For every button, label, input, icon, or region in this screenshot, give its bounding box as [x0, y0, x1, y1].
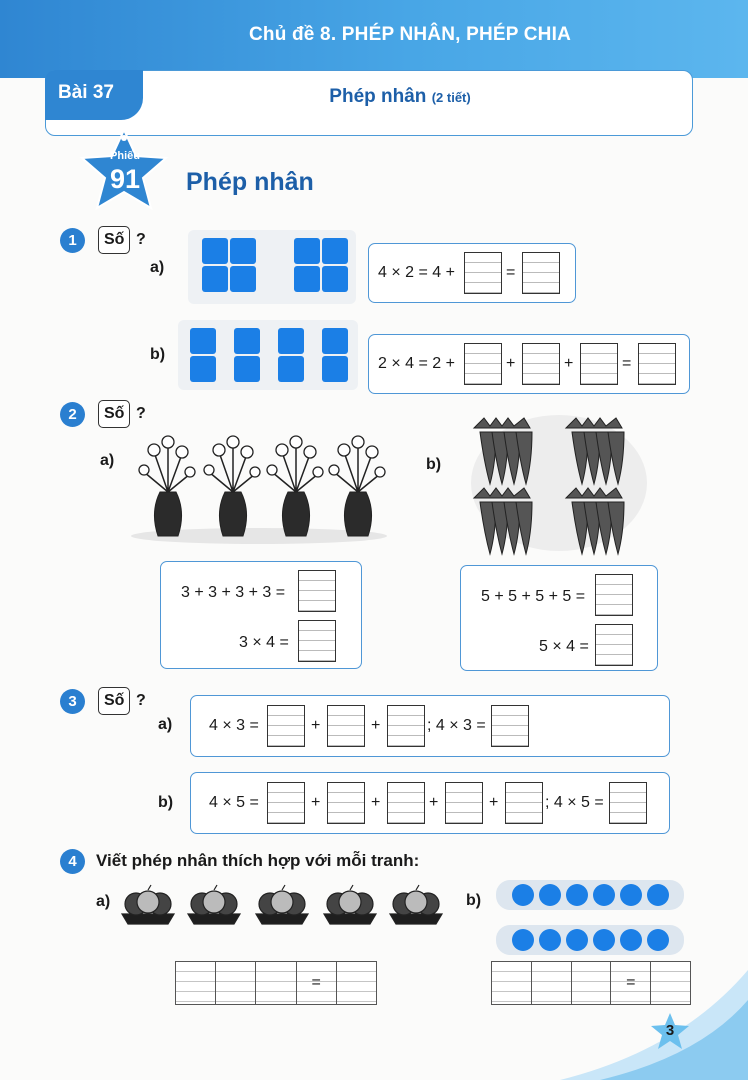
question-mark: ?	[136, 692, 146, 709]
blue-tile	[230, 266, 256, 292]
blue-tile	[322, 356, 348, 382]
answer-box[interactable]	[522, 343, 560, 385]
question-4-number: 4	[60, 849, 85, 874]
question-mark: ?	[136, 231, 146, 248]
q1b-tile-frame	[178, 320, 358, 390]
answer-box[interactable]	[638, 343, 676, 385]
blue-tile	[294, 238, 320, 264]
grid-cell[interactable]	[492, 962, 532, 1004]
grid-cell[interactable]	[176, 962, 216, 1004]
topic-title: Chủ đề 8. PHÉP NHÂN, PHÉP CHIA	[248, 24, 572, 45]
lesson-number: Bài 37	[58, 82, 114, 103]
q1a-expression: 4 × 2 = 4 +	[378, 264, 455, 281]
q4a-answer-grid[interactable]	[175, 961, 377, 1005]
so-label: Số	[98, 226, 130, 254]
question-3-number: 3	[60, 689, 85, 714]
q4-instruction: Viết phép nhân thích hợp với mỗi tranh:	[96, 851, 420, 870]
answer-box[interactable]	[595, 624, 633, 666]
blue-dot	[647, 929, 669, 951]
blue-dot	[566, 884, 588, 906]
blue-tile	[202, 266, 228, 292]
q1a-tile-frame	[188, 230, 356, 304]
plus-sign: +	[311, 717, 321, 734]
q3a-panel	[190, 695, 670, 757]
answer-box[interactable]	[595, 574, 633, 616]
q3a-second-expression: ; 4 × 3 =	[427, 717, 486, 734]
answer-box[interactable]	[445, 782, 483, 824]
blue-tile	[230, 238, 256, 264]
answer-box[interactable]	[464, 252, 502, 294]
blue-tile	[322, 266, 348, 292]
sheet-label: Phiếu	[110, 150, 140, 162]
answer-box[interactable]	[491, 705, 529, 747]
blue-tile	[322, 238, 348, 264]
page-number: 3	[665, 1022, 675, 1039]
dot-row	[496, 925, 684, 955]
blue-dot	[512, 884, 534, 906]
q2a-label: a)	[100, 452, 115, 469]
q3b-panel	[190, 772, 670, 834]
answer-box[interactable]	[464, 343, 502, 385]
plus-sign: +	[371, 717, 381, 734]
flower-vases-picture	[128, 432, 390, 548]
blue-tile	[234, 328, 260, 354]
grid-cell[interactable]	[256, 962, 296, 1004]
grid-cell[interactable]	[297, 962, 337, 1004]
blue-dot	[647, 884, 669, 906]
question-2-number: 2	[60, 402, 85, 427]
blue-dot	[593, 929, 615, 951]
dot-row	[496, 880, 684, 910]
plus-sign: +	[564, 355, 574, 372]
so-label: Số	[98, 400, 130, 428]
answer-box[interactable]	[327, 705, 365, 747]
answer-box[interactable]	[609, 782, 647, 824]
question-mark: ?	[136, 405, 146, 422]
answer-box[interactable]	[522, 252, 560, 294]
q2b-panel	[460, 565, 658, 671]
blue-tile	[234, 356, 260, 382]
answer-box[interactable]	[267, 782, 305, 824]
blue-tile	[202, 238, 228, 264]
q2a-multiplication: 3 × 4 =	[239, 634, 289, 651]
blue-tile	[278, 328, 304, 354]
q2b-addition: 5 + 5 + 5 + 5 =	[481, 588, 586, 605]
q1b-expression: 2 × 4 = 2 +	[378, 355, 455, 372]
plus-sign: +	[311, 794, 321, 811]
answer-box[interactable]	[298, 620, 336, 662]
q2a-panel	[160, 561, 362, 669]
answer-box[interactable]	[327, 782, 365, 824]
blue-dot	[539, 884, 561, 906]
q1a-panel	[368, 243, 576, 303]
q4b-label: b)	[466, 892, 482, 909]
q3a-label: a)	[158, 716, 173, 733]
question-1-number: 1	[60, 228, 85, 253]
blue-dot	[620, 929, 642, 951]
q3a-expression: 4 × 3 =	[209, 717, 259, 734]
answer-box[interactable]	[387, 705, 425, 747]
equals-sign: =	[311, 974, 321, 991]
answer-box[interactable]	[298, 570, 336, 612]
lesson-title	[150, 86, 650, 108]
plus-sign: +	[506, 355, 516, 372]
grid-cell[interactable]	[216, 962, 256, 1004]
answer-box[interactable]	[580, 343, 618, 385]
sheet-title: Phép nhân	[186, 168, 314, 196]
carrot-bunches-picture	[466, 410, 652, 556]
equals-sign: =	[622, 355, 632, 372]
blue-dot	[539, 929, 561, 951]
blue-tile	[322, 328, 348, 354]
q3b-expression: 4 × 5 =	[209, 794, 259, 811]
grid-cell[interactable]	[337, 962, 376, 1004]
plus-sign: +	[371, 794, 381, 811]
q1b-panel	[368, 334, 690, 394]
blue-tile	[190, 328, 216, 354]
q1a-label: a)	[150, 259, 165, 276]
blue-tile	[294, 266, 320, 292]
q3b-label: b)	[158, 794, 174, 811]
blue-dot	[512, 929, 534, 951]
q3b-second-expression: ; 4 × 5 =	[545, 794, 604, 811]
q1b-label: b)	[150, 346, 166, 363]
so-label: Số	[98, 687, 130, 715]
equals-sign: =	[506, 264, 516, 281]
q2b-label: b)	[426, 456, 442, 473]
apple-plates-picture	[120, 884, 450, 932]
blue-dot	[620, 884, 642, 906]
lesson-duration: (2 tiết)	[431, 90, 471, 105]
sheet-number: 91	[109, 164, 141, 194]
blue-tile	[190, 356, 216, 382]
q2a-addition: 3 + 3 + 3 + 3 =	[181, 584, 286, 601]
plus-sign: +	[489, 794, 499, 811]
blue-dot	[593, 884, 615, 906]
plus-sign: +	[429, 794, 439, 811]
lesson-title-text: Phép nhân	[329, 86, 427, 107]
answer-box[interactable]	[387, 782, 425, 824]
answer-box[interactable]	[505, 782, 543, 824]
blue-dot	[566, 929, 588, 951]
equals-sign: =	[626, 974, 636, 991]
blue-tile	[278, 356, 304, 382]
q2b-multiplication: 5 × 4 =	[539, 638, 589, 655]
answer-box[interactable]	[267, 705, 305, 747]
q4a-label: a)	[96, 893, 111, 910]
